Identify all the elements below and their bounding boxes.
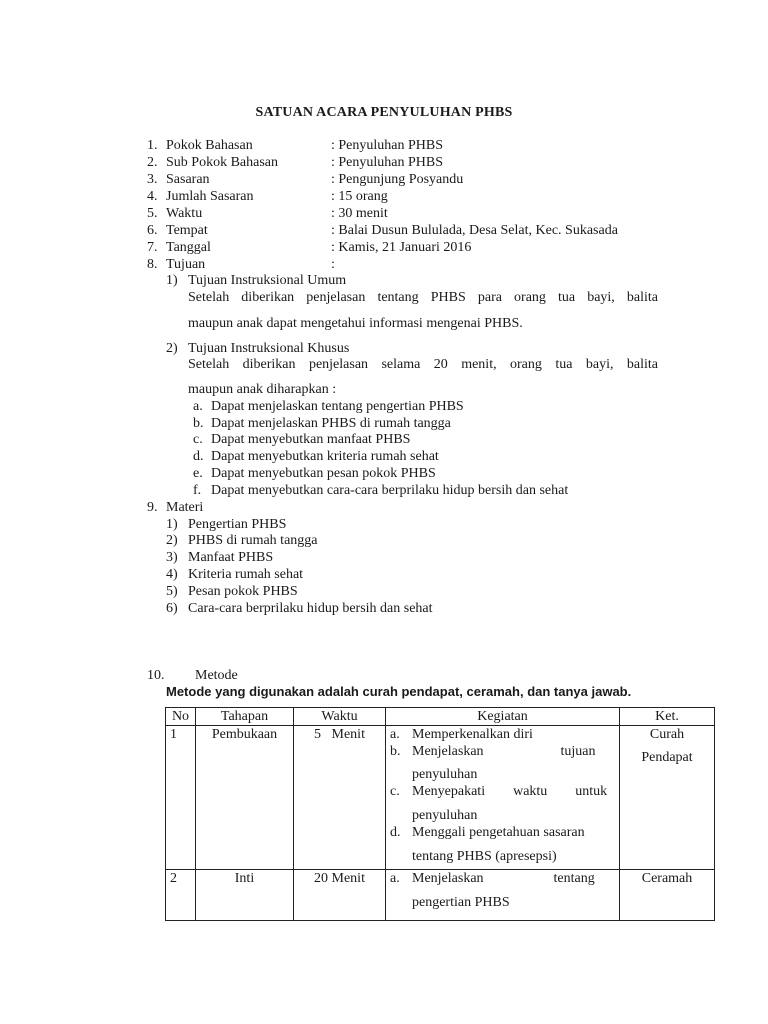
list-item: Dapat menyebutkan manfaat PHBS: [211, 432, 411, 447]
tujuan-khusus-line2: maupun anak diharapkan :: [188, 382, 337, 397]
info-value: : Pengunjung Posyandu: [331, 172, 464, 187]
header-waktu: Waktu: [294, 708, 386, 726]
ket-line: Curah: [649, 727, 685, 742]
list-item: Dapat menyebutkan pesan pokok PHBS: [211, 466, 436, 481]
tujuan-khusus-line1: Setelah diberikan penjelasan selama 20 menit, orang tua bayi, balita: [188, 357, 658, 372]
info-num: 8.: [147, 257, 158, 272]
list-item: Dapat menjelaskan tentang pengertian PHBS: [211, 399, 464, 414]
info-num: 6.: [147, 223, 158, 238]
info-value: : Balai Dusun Bululada, Desa Selat, Kec. Sukasada: [331, 223, 618, 238]
kegiatan-text-cont: pengertian PHBS: [412, 895, 510, 910]
cell-no: 2: [166, 870, 196, 921]
kegiatan-letter: a.: [390, 727, 400, 742]
list-item-letter: a.: [193, 399, 203, 414]
list-item-num: 2): [166, 533, 178, 548]
list-item-letter: f.: [193, 483, 202, 498]
cell-ket: Ceramah: [620, 870, 715, 921]
cell-no: 1: [166, 726, 196, 870]
list-item: PHBS di rumah tangga: [188, 533, 318, 548]
header-ket: Ket.: [620, 708, 715, 726]
table-header-row: [166, 708, 715, 726]
kegiatan-text-cont: penyuluhan: [412, 808, 478, 823]
cell-tahapan: Pembukaan: [196, 726, 294, 870]
list-item-letter: d.: [193, 449, 204, 464]
kegiatan-text: Menjelaskan tujuan: [412, 744, 596, 759]
tujuan-khusus-heading: Tujuan Instruksional Khusus: [188, 341, 350, 356]
info-value: : Penyuluhan PHBS: [331, 155, 444, 170]
materi-label: Materi: [166, 500, 204, 515]
info-value: :: [331, 257, 335, 272]
kegiatan-letter: b.: [390, 744, 401, 759]
tujuan-umum-line1: Setelah diberikan penjelasan tentang PHBS para orang tua bayi, balita: [188, 290, 658, 305]
info-value: : 30 menit: [331, 206, 388, 221]
metode-description: Metode yang digunakan adalah curah pendapat, ceramah, dan tanya jawab.: [166, 684, 632, 699]
kegiatan-item: [390, 870, 615, 911]
cell-ket: [620, 726, 715, 870]
list-item: Kriteria rumah sehat: [188, 567, 304, 582]
info-value: : Kamis, 21 Januari 2016: [331, 240, 472, 255]
kegiatan-text: Menjelaskan tentang: [412, 871, 595, 886]
list-item: Dapat menyebutkan cara-cara berprilaku hidup bersih dan sehat: [211, 483, 569, 498]
list-item: Cara-cara berprilaku hidup bersih dan sehat: [188, 601, 433, 616]
kegiatan-text-cont: tentang PHBS (apresepsi): [412, 849, 557, 864]
metode-num: 10.: [147, 668, 165, 683]
metode-label: Metode: [195, 668, 238, 683]
info-label: Jumlah Sasaran: [166, 189, 254, 204]
info-label: Tujuan: [166, 257, 206, 272]
list-item: Manfaat PHBS: [188, 550, 274, 565]
info-label: Waktu: [166, 206, 203, 221]
info-num: 4.: [147, 189, 158, 204]
tujuan-umum-heading: Tujuan Instruksional Umum: [188, 273, 347, 288]
list-item-num: 6): [166, 601, 178, 616]
list-item-num: 4): [166, 567, 178, 582]
ket-line: Pendapat: [641, 750, 693, 765]
list-item-letter: e.: [193, 466, 203, 481]
list-item: Pesan pokok PHBS: [188, 584, 298, 599]
table-row: [166, 726, 715, 870]
cell-kegiatan: [386, 726, 620, 870]
header-no: No: [166, 708, 196, 726]
info-num: 7.: [147, 240, 158, 255]
kegiatan-item: [390, 743, 615, 783]
info-value: : Penyuluhan PHBS: [331, 138, 444, 153]
info-label: Tanggal: [166, 240, 211, 255]
table-row: [166, 870, 715, 921]
cell-tahapan: Inti: [196, 870, 294, 921]
cell-waktu: 5 Menit: [294, 726, 386, 870]
info-label: Pokok Bahasan: [166, 138, 253, 153]
info-num: 3.: [147, 172, 158, 187]
cell-waktu: 20 Menit: [294, 870, 386, 921]
kegiatan-item: [390, 783, 615, 824]
kegiatan-letter: c.: [390, 784, 400, 799]
list-item-num: 5): [166, 584, 178, 599]
document-title: SATUAN ACARA PENYULUHAN PHBS: [255, 105, 513, 120]
info-label: Sasaran: [166, 172, 210, 187]
list-item-num: 3): [166, 550, 178, 565]
list-item: Dapat menyebutkan kriteria rumah sehat: [211, 449, 439, 464]
materi-num: 9.: [147, 500, 158, 515]
kegiatan-table: [165, 707, 715, 921]
tujuan-umum-line2: maupun anak dapat mengetahui informasi mengenai PHBS.: [188, 316, 523, 331]
kegiatan-letter: a.: [390, 871, 400, 886]
list-item-num: 1): [166, 517, 178, 532]
header-kegiatan: Kegiatan: [386, 708, 620, 726]
list-item-letter: b.: [193, 416, 204, 431]
kegiatan-letter: d.: [390, 825, 401, 840]
cell-kegiatan: [386, 870, 620, 921]
info-value: : 15 orang: [331, 189, 388, 204]
list-item: Pengertian PHBS: [188, 517, 287, 532]
info-label: Sub Pokok Bahasan: [166, 155, 278, 170]
kegiatan-text: Menggali pengetahuan sasaran: [412, 825, 585, 840]
list-item-letter: c.: [193, 432, 203, 447]
kegiatan-item: [390, 824, 615, 865]
kegiatan-text-cont: penyuluhan: [412, 767, 478, 782]
info-num: 1.: [147, 138, 158, 153]
tujuan-khusus-num: 2): [166, 341, 178, 356]
kegiatan-item: [390, 726, 615, 743]
info-label: Tempat: [166, 223, 208, 238]
kegiatan-text: Menyepakati waktu untuk: [412, 784, 608, 799]
info-num: 2.: [147, 155, 158, 170]
tujuan-umum-num: 1): [166, 273, 178, 288]
kegiatan-text: Memperkenalkan diri: [412, 727, 533, 742]
list-item: Dapat menjelaskan PHBS di rumah tangga: [211, 416, 451, 431]
header-tahapan: Tahapan: [196, 708, 294, 726]
info-num: 5.: [147, 206, 158, 221]
